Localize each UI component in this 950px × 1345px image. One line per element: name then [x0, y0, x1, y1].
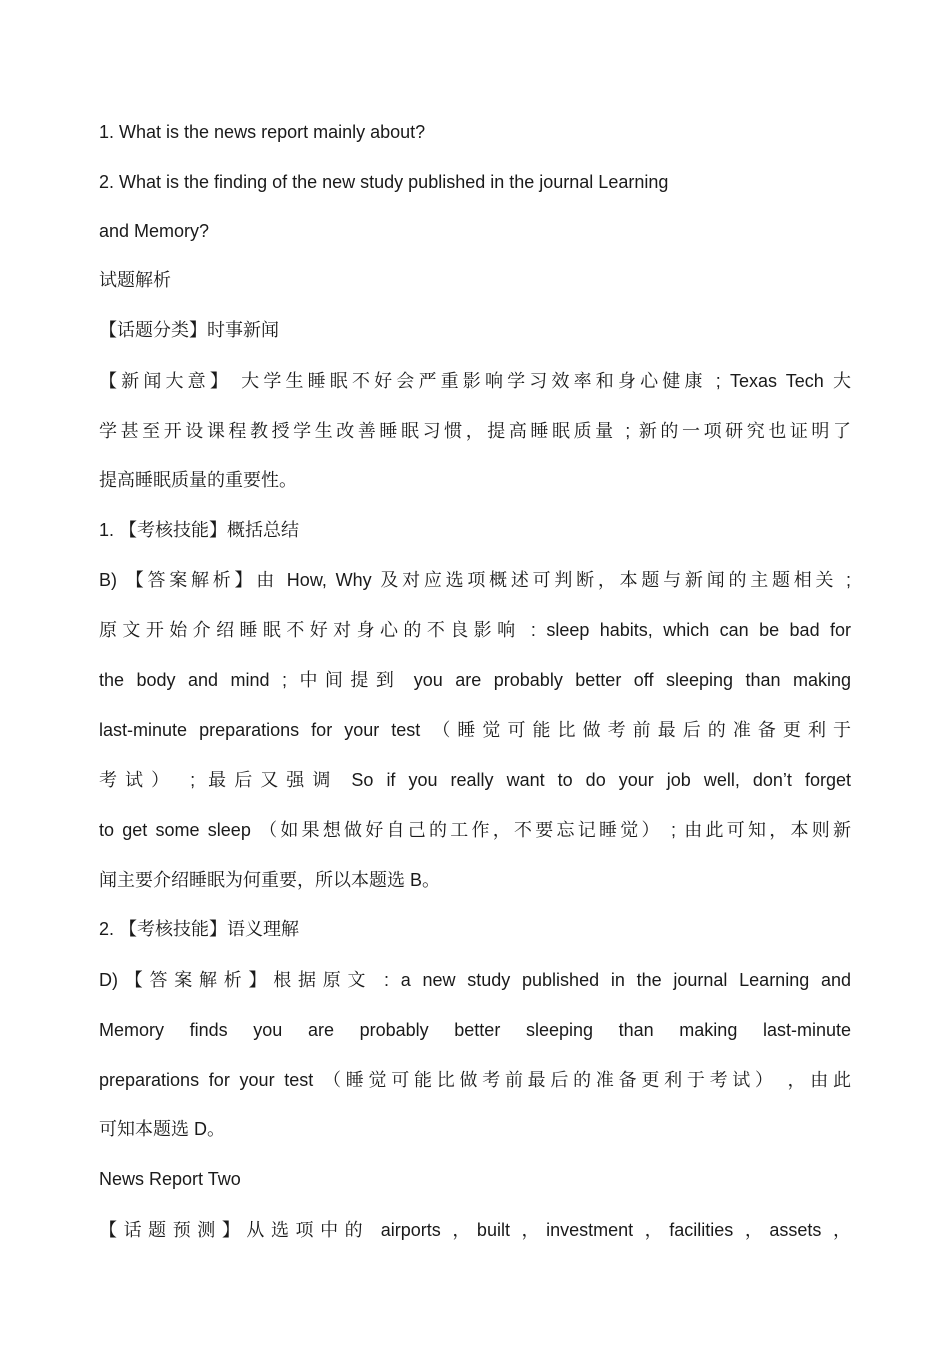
section-heading-analysis: 试题解析: [99, 270, 171, 290]
question-2-line-1: 2. What is the finding of the new study published in the journal Learning: [99, 172, 669, 192]
topic-prediction: 【话题预测】从选项中的 airports ，built ，investment ，facilities ，assets ，: [99, 1220, 851, 1240]
answer-2-line-4: 可知本题选 D。: [99, 1119, 225, 1139]
answer-1-line-3: the body and mind ; 中间提到 you are probably better off sleeping than making: [99, 670, 851, 690]
answer-1-line-6: to get some sleep （如果想做好自己的工作，不要忘记睡觉） ; 由此可知，本则新: [99, 820, 851, 840]
answer-1-line-2: 原文开始介绍睡眠不好对身心的不良影响 : sleep habits, which can be bad for: [99, 620, 851, 640]
topic-category: 【话题分类】时事新闻: [99, 320, 279, 340]
news-report-two-heading: News Report Two: [99, 1169, 241, 1189]
answer-1-line-5: 考试） ; 最后又强调 So if you really want to do your job well, don’t forget: [99, 770, 851, 790]
answer-2-line-1: D)【答案解析】根据原文 : a new study published in the journal Learning and: [99, 970, 851, 990]
skill-heading-2: 2. 【考核技能】语义理解: [99, 919, 300, 939]
answer-1-line-7: 闻主要介绍睡眠为何重要，所以本题选 B。: [99, 870, 441, 890]
answer-1-line-1: B) 【答案解析】由 How, Why 及对应选项概述可判断，本题与新闻的主题相关 ;: [99, 570, 851, 590]
skill-heading-1: 1. 【考核技能】概括总结: [99, 520, 300, 540]
answer-2-line-3: preparations for your test （睡觉可能比做考前最后的准备更利于考试） ，由此: [99, 1070, 851, 1090]
answer-2-line-2: Memory finds you are probably better sleeping than making last-minute: [99, 1020, 851, 1040]
question-2-line-2: and Memory?: [99, 221, 210, 241]
question-1: 1. What is the news report mainly about?: [99, 122, 426, 142]
answer-1-line-4: last-minute preparations for your test （睡觉可能比做考前最后的准备更利于: [99, 720, 851, 740]
news-summary-line-3: 提高睡眠质量的重要性。: [99, 470, 297, 490]
news-summary-line-2: 学甚至开设课程教授学生改善睡眠习惯，提高睡眠质量 ; 新的一项研究也证明了: [99, 421, 851, 441]
news-summary-line-1: 【新闻大意】 大学生睡眠不好会严重影响学习效率和身心健康 ; Texas Tech 大: [99, 371, 851, 391]
